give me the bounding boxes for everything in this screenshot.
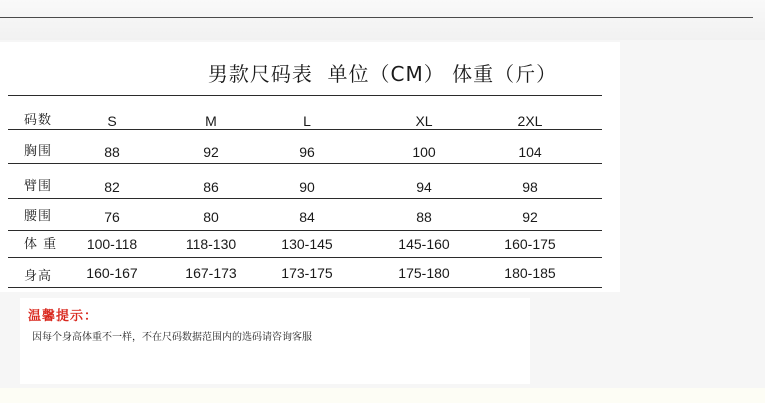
table-cell: 82 xyxy=(104,179,120,195)
size-header-xl: XL xyxy=(415,113,433,129)
notice-text: 因每个身高体重不一样，不在尺码数据范围内的选码请咨询客服 xyxy=(32,332,312,343)
size-header-2xl: 2XL xyxy=(517,113,543,129)
table-cell: 160-175 xyxy=(504,236,556,252)
notice-title: 温馨提示： xyxy=(28,309,99,324)
row-label: 胸围 xyxy=(24,144,53,159)
table-cell: 80 xyxy=(203,209,219,225)
size-chart-title: 男款尺码表 单位（CM） 体重（斤） xyxy=(207,62,558,86)
bottom-band xyxy=(0,388,765,403)
table-rule xyxy=(8,198,602,199)
table-cell: 92 xyxy=(522,209,538,225)
header-label: 码数 xyxy=(24,113,53,128)
table-cell: 90 xyxy=(299,179,315,195)
table-cell: 130-145 xyxy=(281,236,333,252)
row-label: 体 重 xyxy=(24,237,58,252)
size-header-l: L xyxy=(303,113,311,129)
table-cell: 160-167 xyxy=(86,265,138,281)
table-rule xyxy=(8,230,602,231)
table-cell: 98 xyxy=(522,179,538,195)
table-cell: 88 xyxy=(416,209,432,225)
table-cell: 86 xyxy=(203,179,219,195)
table-cell: 167-173 xyxy=(185,265,237,281)
table-cell: 118-130 xyxy=(185,236,237,252)
size-header-s: S xyxy=(107,113,117,129)
table-rule xyxy=(8,163,602,164)
top-band xyxy=(0,0,765,40)
table-cell: 92 xyxy=(203,144,219,160)
top-divider xyxy=(0,17,753,18)
table-rule xyxy=(8,287,602,288)
table-cell: 96 xyxy=(299,144,315,160)
row-label: 腰围 xyxy=(24,209,53,224)
table-cell: 180-185 xyxy=(504,265,556,281)
size-header-m: M xyxy=(205,113,217,129)
table-cell: 100 xyxy=(412,144,436,160)
table-cell: 84 xyxy=(299,209,315,225)
table-cell: 173-175 xyxy=(281,265,333,281)
table-cell: 94 xyxy=(416,179,432,195)
table-rule xyxy=(8,257,602,258)
table-cell: 104 xyxy=(518,144,542,160)
table-cell: 76 xyxy=(104,209,120,225)
row-label: 臂围 xyxy=(24,179,53,194)
table-cell: 88 xyxy=(104,144,120,160)
table-rule xyxy=(8,95,602,96)
table-cell: 175-180 xyxy=(398,265,450,281)
table-cell: 100-118 xyxy=(86,236,138,252)
row-label: 身高 xyxy=(24,269,53,284)
table-cell: 145-160 xyxy=(398,236,450,252)
